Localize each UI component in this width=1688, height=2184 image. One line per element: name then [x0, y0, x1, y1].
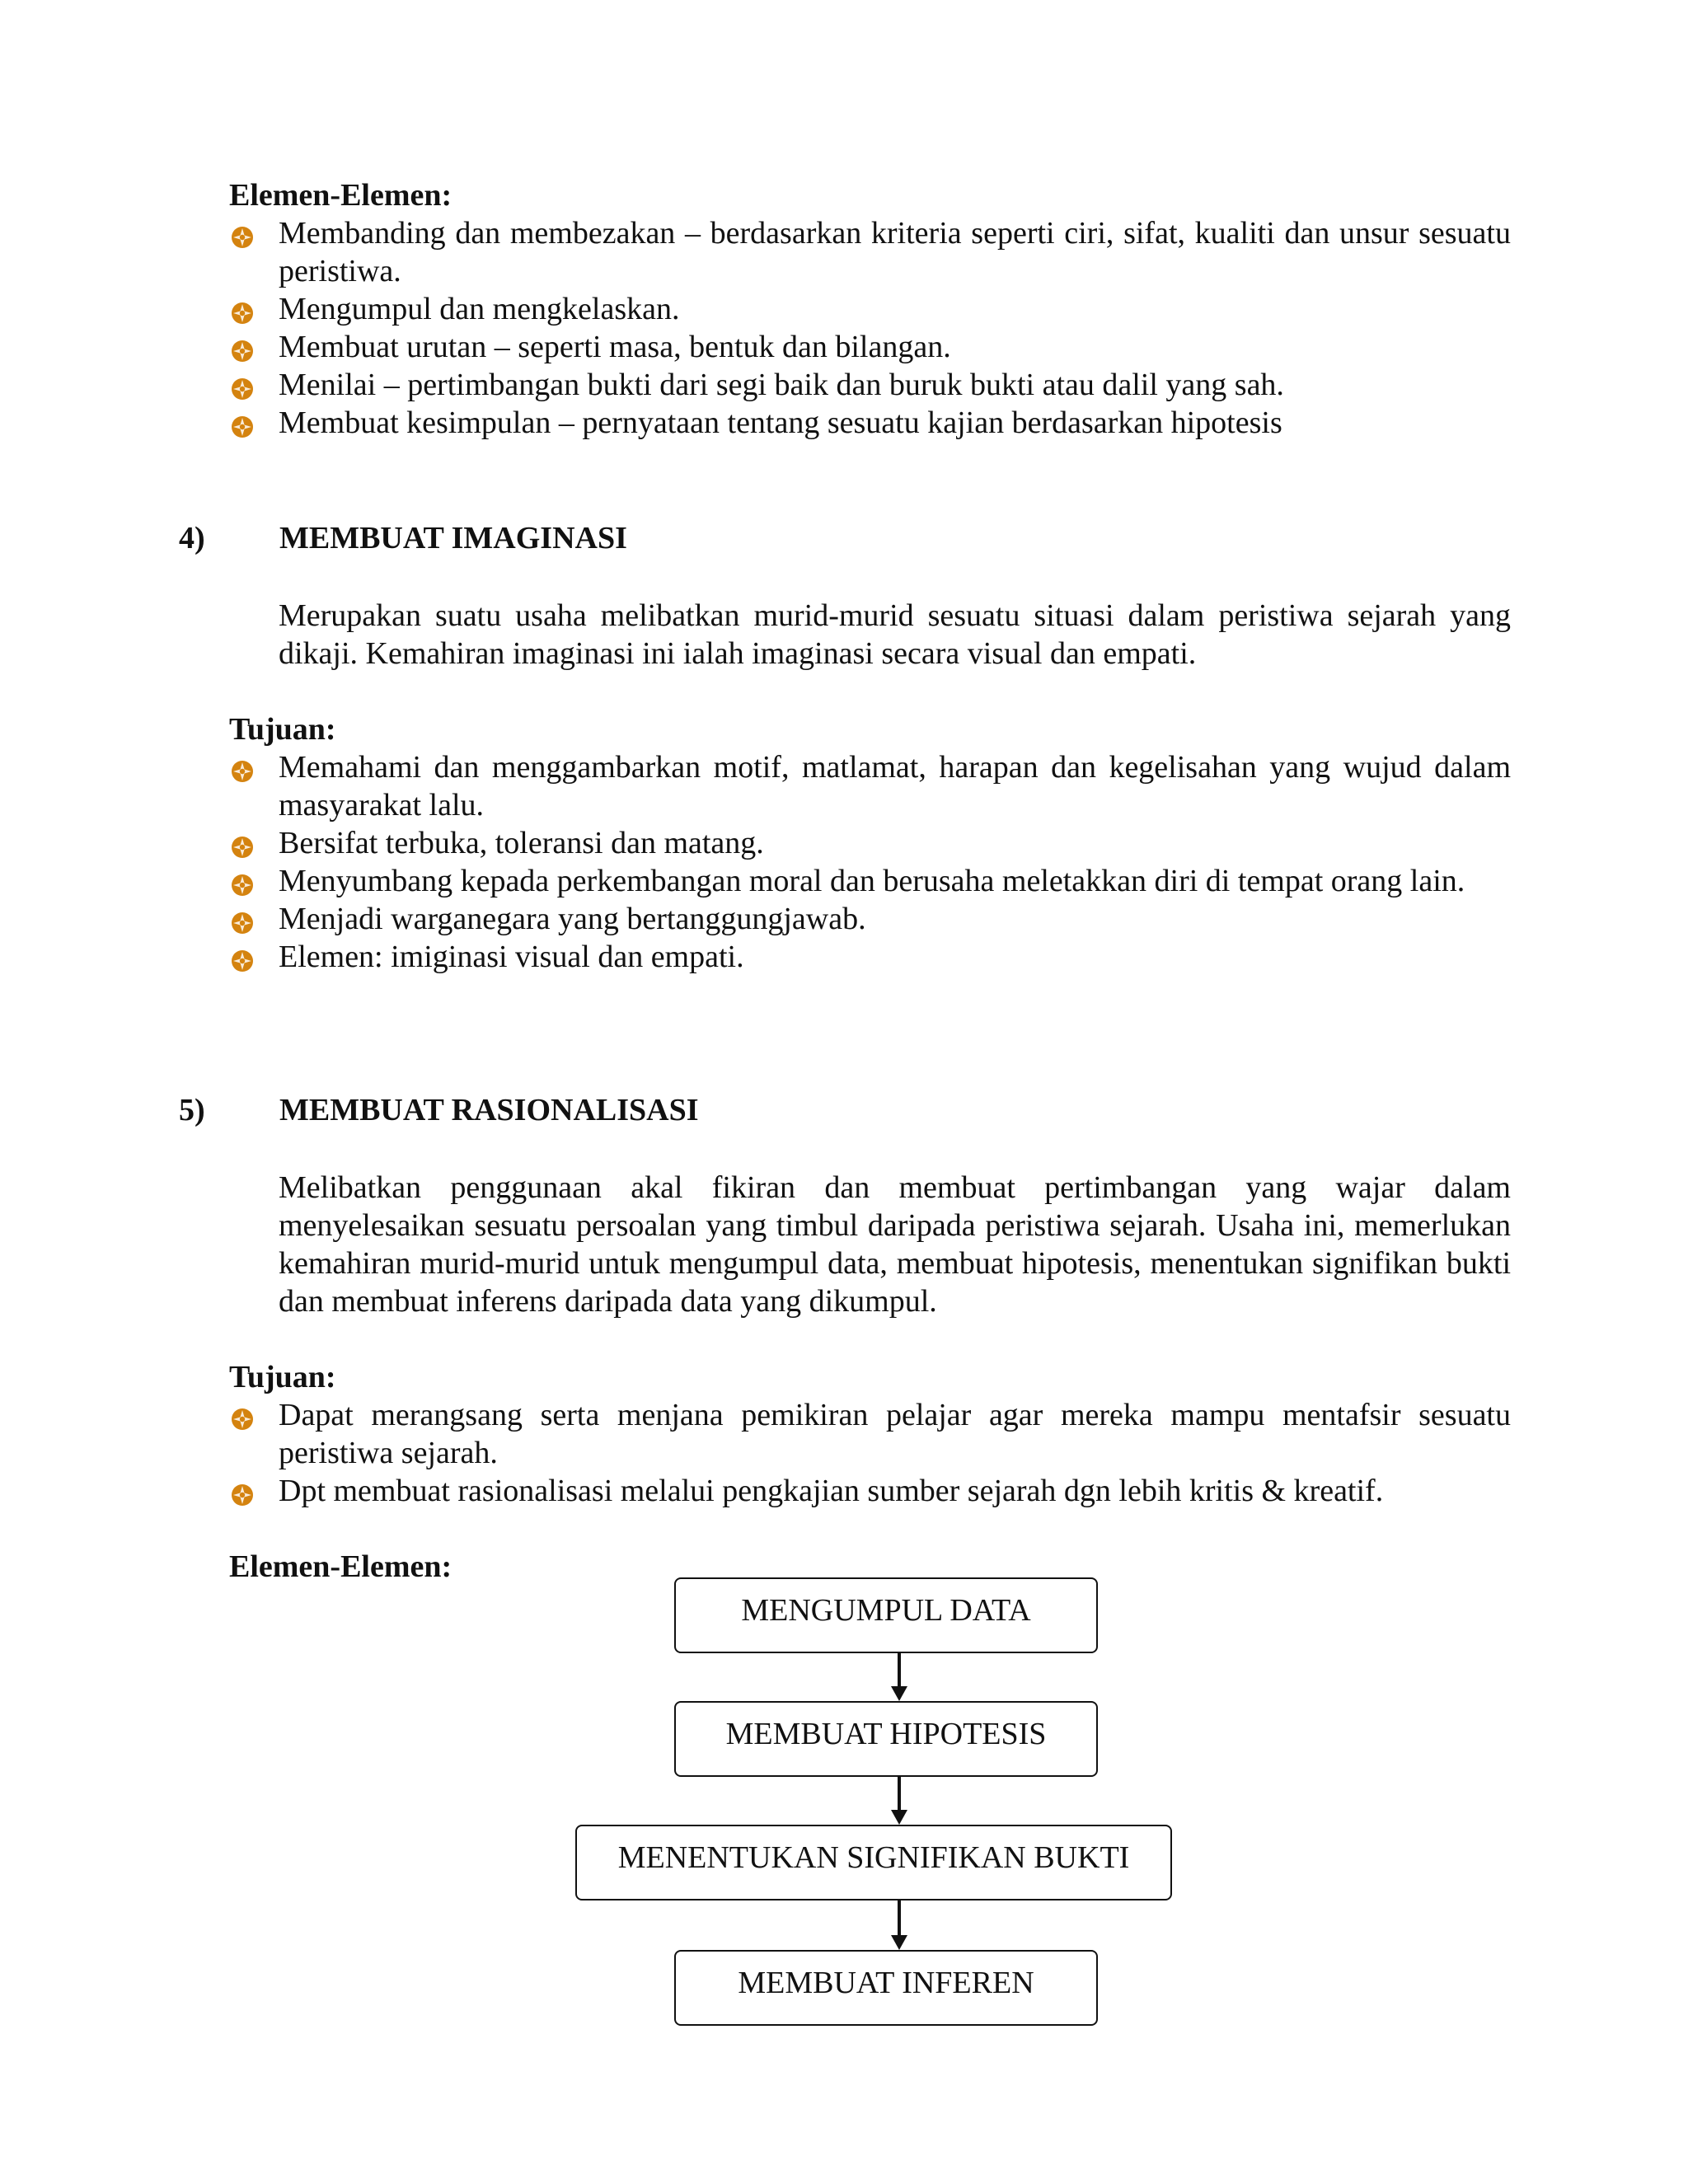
elemen-block [229, 176, 1511, 442]
flow-box-membuat-inferen: MEMBUAT INFEREN [674, 1950, 1098, 2026]
compass-bullet-icon [231, 906, 254, 929]
flow-box-mengumpul-data: MENGUMPUL DATA [674, 1577, 1098, 1653]
flow-box-membuat-hipotesis: MEMBUAT HIPOTESIS [674, 1701, 1098, 1777]
section-5-number: 5) [179, 1093, 205, 1127]
compass-bullet-icon [231, 1478, 254, 1501]
compass-bullet-icon [231, 868, 254, 891]
compass-bullet-icon [231, 372, 254, 395]
section-4-title [179, 519, 1514, 557]
elemen-heading-5: Elemen-Elemen: [229, 1549, 452, 1584]
tujuan-heading: Tujuan: [229, 1360, 336, 1394]
list-item-text: Membanding dan membezakan – berdasarkan kriteria seperti ciri, sifat, kualiti dan unsur sesuatu peristiwa. [279, 216, 1511, 288]
flow-arrow-icon [889, 1900, 910, 1950]
list-item [229, 404, 1511, 442]
elemen-heading: Elemen-Elemen: [229, 178, 452, 213]
list-item-text: Mengumpul dan mengkelaskan. [279, 292, 680, 326]
list-item-text: Membuat kesimpulan – pernyataan tentang sesuatu kajian berdasarkan hipotesis [279, 405, 1282, 440]
section-4-number: 4) [179, 521, 205, 555]
list-item [229, 328, 1511, 366]
section-5-tujuan-block [229, 1358, 1511, 1510]
list-item-text: Membuat urutan – seperti masa, bentuk dan bilangan. [279, 330, 951, 364]
section-4-title-text: MEMBUAT IMAGINASI [279, 521, 627, 555]
list-item [229, 290, 1511, 328]
list-item [229, 1396, 1511, 1472]
compass-bullet-icon [231, 830, 254, 853]
list-item [229, 862, 1511, 900]
compass-bullet-icon [231, 410, 254, 433]
list-item-text: Dapat merangsang serta menjana pemikiran pelajar agar mereka mampu mentafsir sesuatu peristiwa sejarah. [279, 1398, 1511, 1470]
section-5-title [179, 1091, 1514, 1129]
compass-bullet-icon [231, 944, 254, 967]
compass-bullet-icon [231, 220, 254, 243]
elemen-list [229, 214, 1511, 442]
list-item-text: Elemen: imiginasi visual dan empati. [279, 940, 744, 974]
flow-arrow-icon [889, 1777, 910, 1825]
compass-bullet-icon [231, 754, 254, 777]
list-item [229, 366, 1511, 404]
list-item [229, 1472, 1511, 1510]
section-5-paragraph: Melibatkan penggunaan akal fikiran dan membuat pertimbangan yang wajar dalam menyelesaikan sesuatu persoalan yang timbul daripada peristiwa sejarah. Usaha ini, memerlukan kemahiran murid-murid untuk mengumpul data, membuat hipotesis, menentukan signifikan bukti dan membuat inferens daripada data yang dikumpul. [279, 1170, 1511, 1319]
compass-bullet-icon [231, 296, 254, 319]
section-5-title-text: MEMBUAT RASIONALISASI [279, 1093, 699, 1127]
tujuan-list [229, 1396, 1511, 1510]
list-item [229, 938, 1511, 976]
compass-bullet-icon [231, 334, 254, 357]
list-item-text: Menjadi warganegara yang bertanggungjawab. [279, 902, 866, 936]
compass-bullet-icon [231, 1402, 254, 1425]
list-item-text: Menyumbang kepada perkembangan moral dan berusaha meletakkan diri di tempat orang lain. [279, 864, 1465, 898]
list-item [229, 900, 1511, 938]
list-item [229, 214, 1511, 290]
flow-arrow-icon [889, 1653, 910, 1701]
list-item-text: Bersifat terbuka, toleransi dan matang. [279, 826, 764, 860]
list-item [229, 748, 1511, 824]
section-4-tujuan-block [229, 710, 1511, 976]
section-4-paragraph: Merupakan suatu usaha melibatkan murid-murid sesuatu situasi dalam peristiwa sejarah yang dikaji. Kemahiran imaginasi ini ialah imaginasi secara visual dan empati. [279, 598, 1511, 671]
tujuan-heading: Tujuan: [229, 712, 336, 747]
list-item-text: Dpt membuat rasionalisasi melalui pengkajian sumber sejarah dgn lebih kritis & kreatif. [279, 1474, 1384, 1508]
flow-box-menentukan-signifikan-bukti: MENENTUKAN SIGNIFIKAN BUKTI [575, 1825, 1172, 1900]
list-item-text: Menilai – pertimbangan bukti dari segi baik dan buruk bukti atau dalil yang sah. [279, 368, 1284, 402]
list-item [229, 824, 1511, 862]
list-item-text: Memahami dan menggambarkan motif, matlamat, harapan dan kegelisahan yang wujud dalam masyarakat lalu. [279, 750, 1511, 823]
tujuan-list [229, 748, 1511, 976]
